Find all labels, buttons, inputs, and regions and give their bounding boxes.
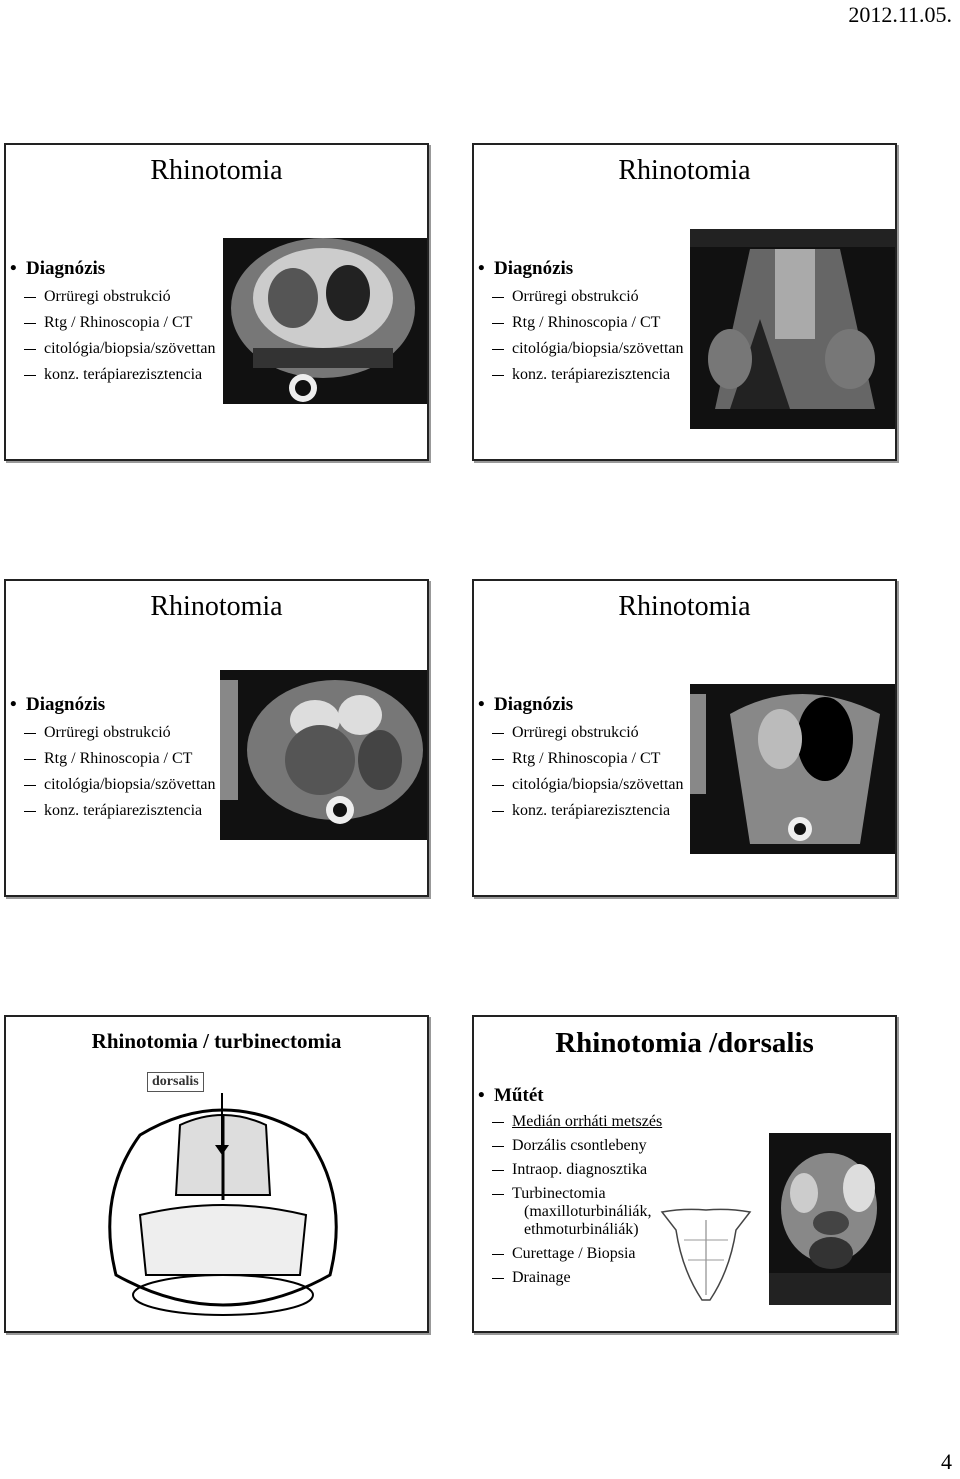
list-item: citológia/biopsia/szövettan: [10, 340, 216, 358]
list-item: Rtg / Rhinoscopia / CT: [10, 750, 216, 768]
bullet-diagnosis: • Diagnózis: [10, 694, 216, 716]
list-item: konz. terápiarezisztencia: [478, 366, 684, 384]
ct-scan-image: [220, 670, 429, 840]
slide-6: [472, 1015, 897, 1333]
dog-photo: [769, 1133, 891, 1305]
bullet-list: [478, 258, 684, 384]
bullet-list: [10, 258, 216, 384]
dorsalis-label: dorsalis: [147, 1072, 204, 1092]
list-item: citológia/biopsia/szövettan: [10, 776, 216, 794]
list-item-continuation: (maxilloturbináliák,: [524, 1203, 652, 1220]
slide-5: [4, 1015, 429, 1333]
slide-title: Rhinotomia: [150, 591, 283, 622]
skull-outline-drawing: [654, 1200, 758, 1306]
list-item: Drainage: [478, 1269, 662, 1287]
slide-title: Rhinotomia: [618, 591, 751, 622]
list-item: konz. terápiarezisztencia: [10, 802, 216, 820]
list-item: konz. terápiarezisztencia: [10, 366, 216, 384]
bullet-list: [10, 694, 216, 820]
list-item: konz. terápiarezisztencia: [478, 802, 684, 820]
list-item: Rtg / Rhinoscopia / CT: [478, 314, 684, 332]
list-item: citológia/biopsia/szövettan: [478, 340, 684, 358]
bullet-diagnosis: • Diagnózis: [478, 258, 684, 280]
list-item: Curettage / Biopsia: [478, 1245, 662, 1263]
list-item-continuation: ethmoturbináliák): [524, 1221, 639, 1238]
bullet-diagnosis: • Diagnózis: [10, 258, 216, 280]
list-item: citológia/biopsia/szövettan: [478, 776, 684, 794]
bullet-surgery: • Műtét: [478, 1085, 662, 1107]
list-item: Intraop. diagnosztika: [478, 1161, 662, 1179]
slide-4: [472, 579, 897, 897]
list-item: Orrüregi obstrukció: [10, 724, 216, 742]
list-item: Dorzális csontlebeny: [478, 1137, 662, 1155]
list-item: Orrüregi obstrukció: [478, 724, 684, 742]
list-item: Rtg / Rhinoscopia / CT: [10, 314, 216, 332]
slide-title: Rhinotomia / turbinectomia: [91, 1029, 342, 1053]
list-item: Rtg / Rhinoscopia / CT: [478, 750, 684, 768]
arrow-down-icon: [221, 1093, 223, 1147]
slide-1: [4, 143, 429, 461]
list-item: Orrüregi obstrukció: [10, 288, 216, 306]
bullet-diagnosis: • Diagnózis: [478, 694, 684, 716]
page-number: 4: [941, 1449, 952, 1474]
ct-scan-image: [223, 238, 429, 404]
ct-scan-image: [690, 684, 897, 854]
arrow-head-icon: [215, 1145, 229, 1155]
slide-title: Rhinotomia /dorsalis: [555, 1027, 814, 1059]
slide-3: [4, 579, 429, 897]
slide-2: [472, 143, 897, 461]
ct-scan-image: [690, 229, 897, 429]
anatomy-drawing: [80, 1075, 367, 1333]
slide-title: Rhinotomia: [618, 155, 751, 186]
page-date: 2012.11.05.: [848, 2, 952, 27]
slide-title: Rhinotomia: [150, 155, 283, 186]
list-item: Turbinectomia: [478, 1185, 662, 1203]
bullet-list: [478, 694, 684, 820]
list-item: Orrüregi obstrukció: [478, 288, 684, 306]
list-item: Medián orrháti metszés: [478, 1113, 662, 1131]
bullet-list: [478, 1085, 662, 1287]
